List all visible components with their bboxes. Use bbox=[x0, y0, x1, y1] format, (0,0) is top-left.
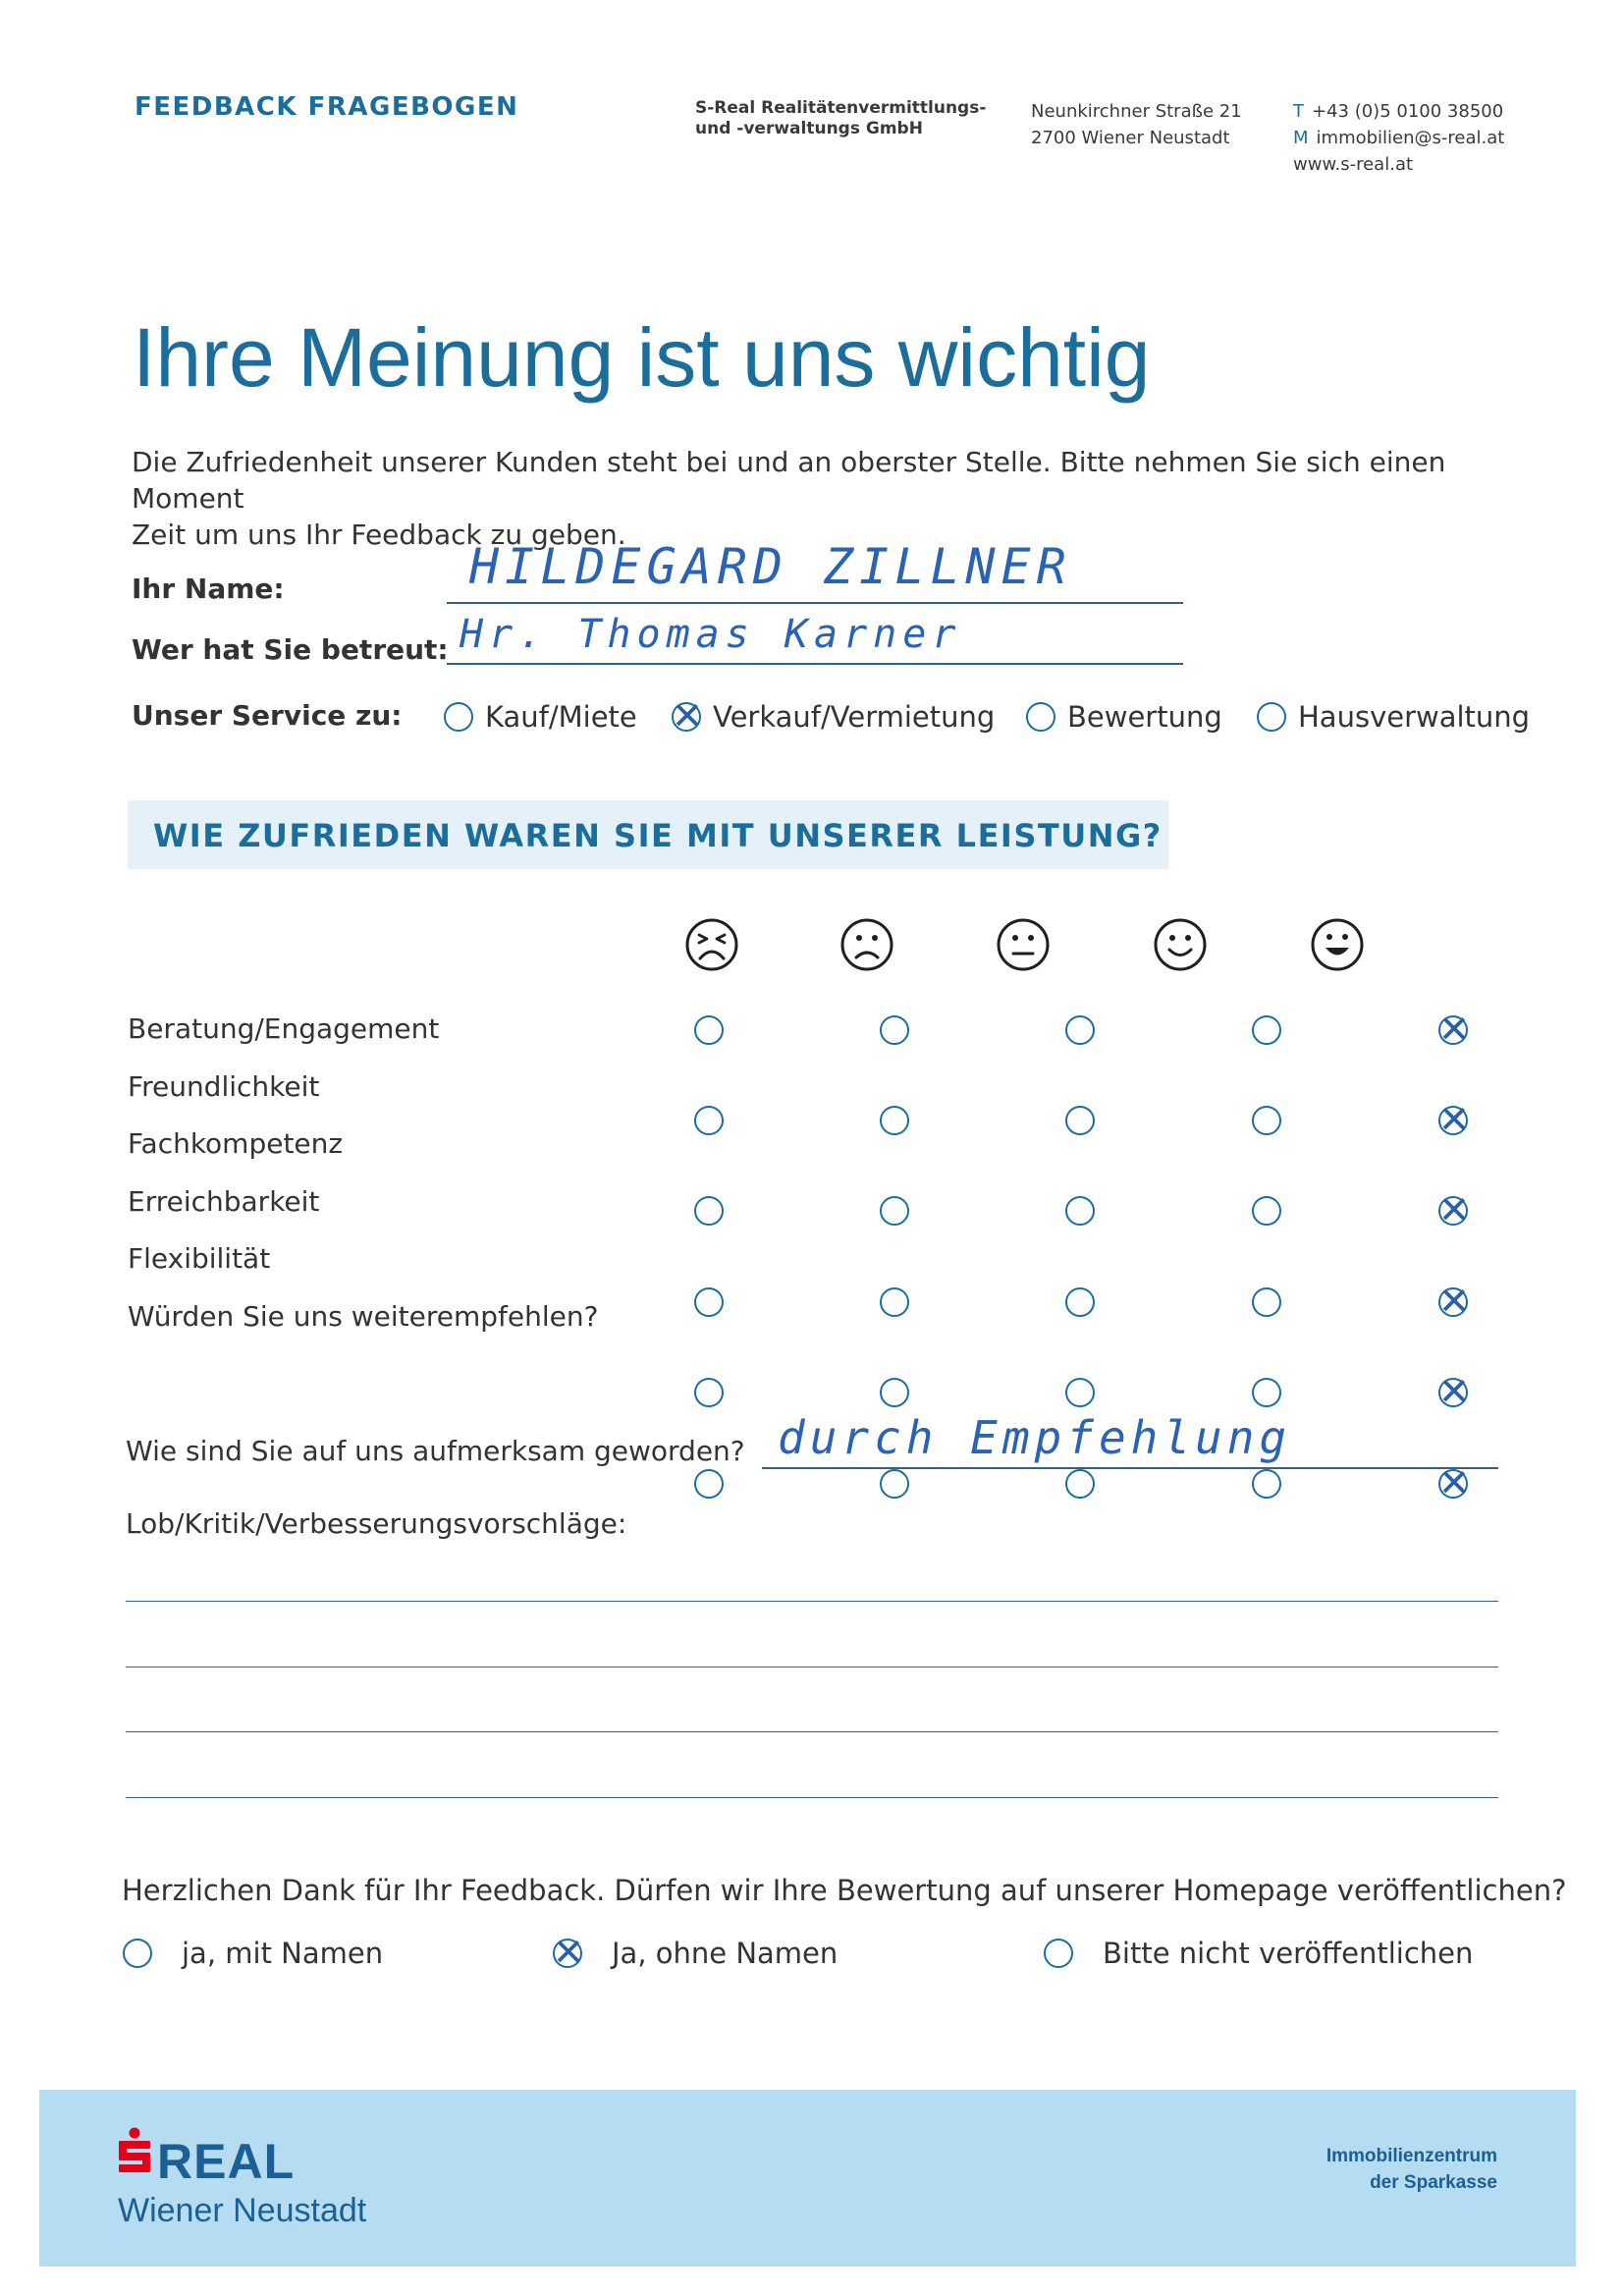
name-label: Ihr Name: bbox=[132, 573, 285, 605]
company-name bbox=[695, 98, 986, 139]
service-option-radio[interactable] bbox=[1026, 702, 1055, 732]
section-title: WIE ZUFRIEDEN WAREN SIE MIT UNSERER LEISTUNG? bbox=[153, 817, 1163, 854]
footer-tagline-line-2: der Sparkasse bbox=[1370, 2172, 1497, 2193]
rating-radio-5[interactable] bbox=[1438, 1106, 1468, 1135]
rating-radio-2[interactable] bbox=[880, 1015, 909, 1045]
email-address: immobilien@s-real.at bbox=[1316, 128, 1505, 148]
feedback-line bbox=[126, 1601, 1498, 1602]
service-option-label: Verkauf/Vermietung bbox=[713, 700, 996, 734]
publish-option-label: ja, mit Namen bbox=[182, 1937, 384, 1970]
intro-line-1: Die Zufriedenheit unserer Kunden steht bei und an oberster Stelle. Bitte nehmen Sie sich einen Moment bbox=[132, 446, 1446, 515]
publish-option-label: Ja, ohne Namen bbox=[612, 1937, 839, 1970]
feedback-label: Lob/Kritik/Verbesserungsvorschläge: bbox=[126, 1507, 627, 1540]
rating-radio-4[interactable] bbox=[1252, 1287, 1281, 1317]
sparkasse-s-logo-icon bbox=[118, 2127, 151, 2172]
rating-radio-3[interactable] bbox=[1065, 1015, 1095, 1045]
footer-tagline bbox=[1276, 2143, 1497, 2196]
publish-option-radio[interactable] bbox=[123, 1939, 152, 1968]
service-option-kauf-miete[interactable] bbox=[444, 700, 637, 734]
phone-number: +43 (0)5 0100 38500 bbox=[1312, 101, 1504, 122]
intro-text bbox=[132, 444, 1506, 553]
rating-radio-4[interactable] bbox=[1252, 1469, 1281, 1499]
rating-radio-4[interactable] bbox=[1252, 1106, 1281, 1135]
company-contact bbox=[1293, 98, 1504, 178]
rating-radio-5[interactable] bbox=[1438, 1015, 1468, 1045]
rating-radio-1[interactable] bbox=[694, 1469, 724, 1499]
feedback-field[interactable] bbox=[126, 1552, 1498, 1807]
footer-tagline-line-1: Immobilienzentrum bbox=[1325, 2146, 1497, 2166]
neutral-face-icon bbox=[996, 917, 1051, 972]
page-title: Ihre Meinung ist uns wichtig bbox=[133, 311, 1151, 404]
criterion-label: Flexibilität bbox=[128, 1242, 271, 1275]
rating-radio-3[interactable] bbox=[1065, 1106, 1095, 1135]
criterion-label: Fachkompetenz bbox=[128, 1127, 344, 1160]
service-option-radio[interactable] bbox=[1257, 702, 1286, 732]
source-question-label: Wie sind Sie auf uns aufmerksam geworden? bbox=[126, 1435, 745, 1467]
rating-radio-3[interactable] bbox=[1065, 1196, 1095, 1226]
company-address bbox=[1031, 98, 1242, 151]
service-option-label: Hausverwaltung bbox=[1298, 700, 1531, 734]
company-name-line-1: S-Real Realitätenvermittlungs- bbox=[695, 98, 987, 118]
source-field[interactable]: durch Empfehlung bbox=[778, 1411, 1292, 1464]
rating-radio-1[interactable] bbox=[694, 1378, 724, 1407]
publish-option-without-name[interactable] bbox=[553, 1937, 838, 1970]
service-label: Unser Service zu: bbox=[132, 699, 403, 732]
rating-radio-4[interactable] bbox=[1252, 1196, 1281, 1226]
advisor-field-line bbox=[447, 663, 1183, 665]
criterion-label: Würden Sie uns weiterempfehlen? bbox=[128, 1300, 599, 1333]
rating-radio-5[interactable] bbox=[1438, 1469, 1468, 1499]
rating-radio-1[interactable] bbox=[694, 1106, 724, 1135]
company-name-line-2: und -verwaltungs GmbH bbox=[695, 119, 923, 138]
publish-option-with-name[interactable] bbox=[123, 1937, 383, 1970]
address-city: 2700 Wiener Neustadt bbox=[1031, 128, 1230, 148]
publish-option-label: Bitte nicht veröffentlichen bbox=[1103, 1937, 1474, 1970]
name-field[interactable]: HILDEGARD ZILLNER bbox=[469, 538, 1072, 595]
publish-option-radio[interactable] bbox=[1044, 1939, 1073, 1968]
rating-radio-3[interactable] bbox=[1065, 1469, 1095, 1499]
very-happy-face-icon bbox=[1310, 917, 1365, 972]
very-unhappy-face-icon bbox=[684, 917, 739, 972]
criterion-label: Beratung/Engagement bbox=[128, 1012, 440, 1045]
rating-radio-4[interactable] bbox=[1252, 1378, 1281, 1407]
source-field-line bbox=[762, 1467, 1498, 1469]
service-option-verkauf-vermietung[interactable] bbox=[672, 700, 995, 734]
email-prefix: M bbox=[1293, 128, 1309, 148]
advisor-field[interactable]: Hr. Thomas Karner bbox=[460, 612, 962, 657]
logo-wordmark: REAL bbox=[157, 2134, 296, 2189]
criterion-label: Erreichbarkeit bbox=[128, 1185, 320, 1218]
service-option-label: Bewertung bbox=[1067, 700, 1222, 734]
rating-radio-5[interactable] bbox=[1438, 1287, 1468, 1317]
rating-radio-3[interactable] bbox=[1065, 1378, 1095, 1407]
publish-question: Herzlichen Dank für Ihr Feedback. Dürfen wir Ihre Bewertung auf unserer Homepage veröffentlichen? bbox=[122, 1874, 1567, 1907]
happy-face-icon bbox=[1153, 917, 1208, 972]
rating-radio-2[interactable] bbox=[880, 1287, 909, 1317]
intro-line-2: Zeit um uns Ihr Feedback zu geben. bbox=[132, 519, 626, 551]
name-field-line bbox=[447, 602, 1183, 604]
contact-email bbox=[1293, 125, 1504, 151]
service-option-radio[interactable] bbox=[444, 702, 473, 732]
address-street: Neunkirchner Straße 21 bbox=[1031, 101, 1242, 122]
form-header-title: FEEDBACK FRAGEBOGEN bbox=[135, 92, 519, 122]
phone-prefix: T bbox=[1293, 101, 1304, 122]
rating-radio-2[interactable] bbox=[880, 1106, 909, 1135]
feedback-line bbox=[126, 1731, 1498, 1732]
rating-radio-5[interactable] bbox=[1438, 1196, 1468, 1226]
unhappy-face-icon bbox=[839, 917, 894, 972]
rating-radio-5[interactable] bbox=[1438, 1378, 1468, 1407]
rating-radio-3[interactable] bbox=[1065, 1287, 1095, 1317]
rating-radio-2[interactable] bbox=[880, 1378, 909, 1407]
rating-radio-1[interactable] bbox=[694, 1015, 724, 1045]
service-option-hausverwaltung[interactable] bbox=[1257, 700, 1530, 734]
rating-radio-2[interactable] bbox=[880, 1469, 909, 1499]
criterion-label: Freundlichkeit bbox=[128, 1070, 320, 1103]
service-option-label: Kauf/Miete bbox=[485, 700, 637, 734]
rating-radio-4[interactable] bbox=[1252, 1015, 1281, 1045]
feedback-line bbox=[126, 1797, 1498, 1798]
publish-option-radio[interactable] bbox=[553, 1939, 582, 1968]
service-option-bewertung[interactable] bbox=[1026, 700, 1222, 734]
rating-radio-1[interactable] bbox=[694, 1287, 724, 1317]
advisor-label: Wer hat Sie betreut: bbox=[132, 633, 449, 666]
contact-phone bbox=[1293, 98, 1504, 125]
rating-radio-2[interactable] bbox=[880, 1196, 909, 1226]
publish-option-do-not-publish[interactable] bbox=[1044, 1937, 1473, 1970]
logo-city: Wiener Neustadt bbox=[118, 2192, 367, 2229]
rating-radio-1[interactable] bbox=[694, 1196, 724, 1226]
service-option-radio[interactable] bbox=[672, 702, 701, 732]
contact-website: www.s-real.at bbox=[1293, 154, 1414, 175]
